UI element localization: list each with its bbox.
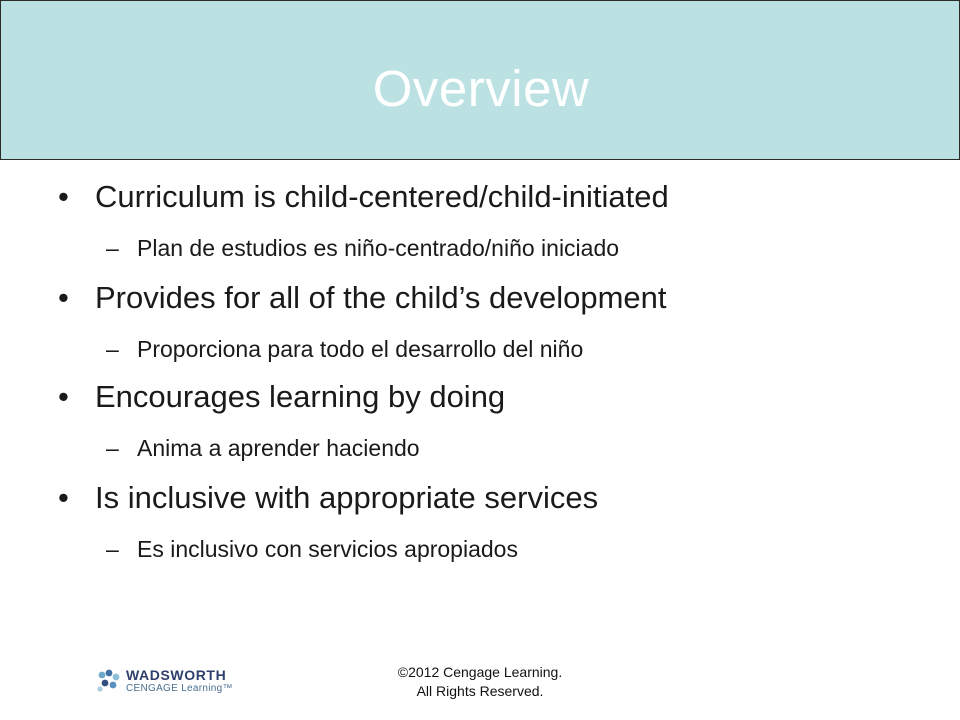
bullet-marker: • [58, 480, 69, 515]
sub-bullet-text: Proporciona para todo el desarrollo del niño [137, 336, 584, 362]
wadsworth-logo [96, 664, 236, 698]
bullet-text: Curriculum is child-centered/child-initiated [95, 179, 669, 214]
copyright-notice [340, 663, 620, 701]
copyright-line-1: ©2012 Cengage Learning. [397, 664, 563, 680]
bullet-text: Is inclusive with appropriate services [95, 480, 599, 515]
bullet-text: Encourages learning by doing [95, 379, 506, 414]
logo-wordmark: WADSWORTH [126, 667, 227, 683]
copyright-line-2: All Rights Reserved. [416, 683, 544, 699]
logo-subwordmark: CENGAGE Learning™ [126, 683, 233, 694]
sub-bullet-marker: – [106, 435, 119, 461]
sub-bullet-text: Anima a aprender haciendo [137, 435, 420, 461]
bullet-marker: • [58, 379, 69, 414]
sub-bullet-text: Plan de estudios es niño-centrado/niño iniciado [137, 235, 620, 261]
bullet-text: Provides for all of the child’s development [95, 280, 667, 315]
wadsworth-logo-icon [96, 666, 122, 696]
sub-bullet-marker: – [106, 235, 119, 261]
bullet-marker: • [58, 179, 69, 214]
sub-bullet-marker: – [106, 336, 119, 362]
sub-bullet-marker: – [106, 536, 119, 562]
bullet-marker: • [58, 280, 69, 315]
slide-title: Overview [372, 60, 590, 117]
sub-bullet-text: Es inclusivo con servicios apropiados [137, 536, 518, 562]
